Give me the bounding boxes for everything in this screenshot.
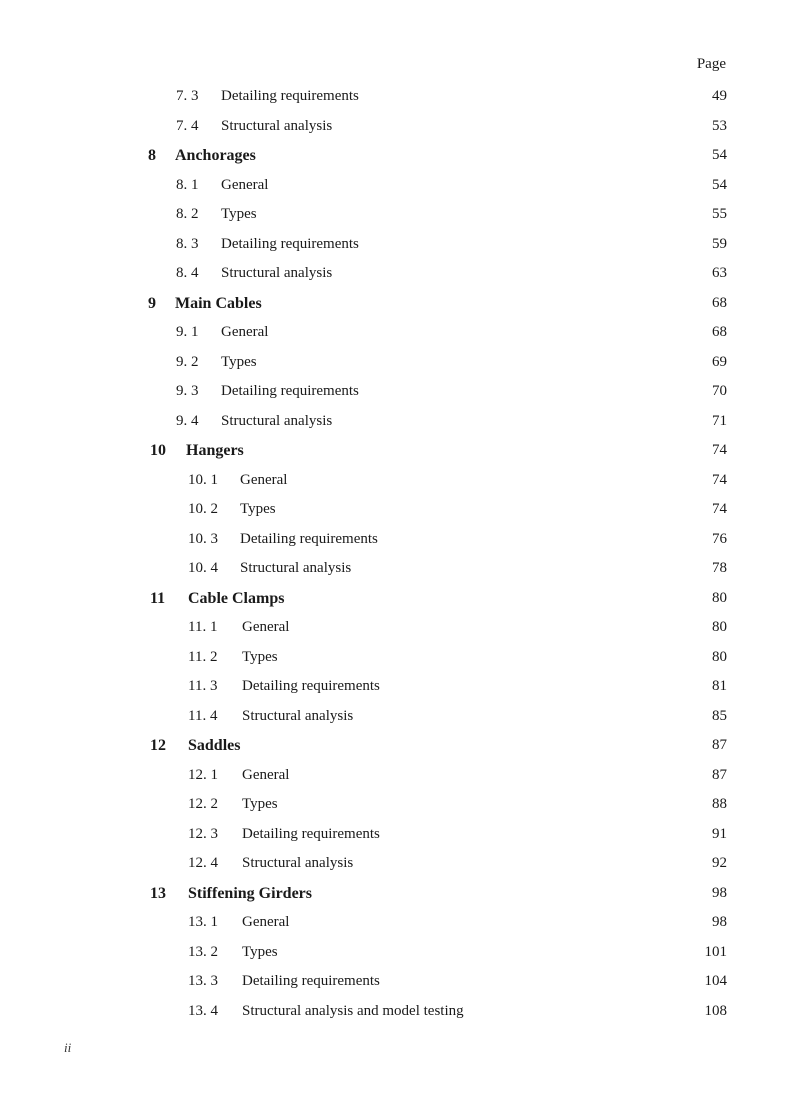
toc-entry-title: Saddles	[188, 737, 241, 754]
page-number-footer: ii	[64, 1040, 72, 1055]
toc-entry-number: 11	[150, 589, 166, 607]
toc-section-entry	[0, 350, 790, 380]
toc-entry-page: 63	[712, 265, 727, 281]
toc-section-entry	[0, 645, 790, 675]
toc-entry-number: 12. 4	[188, 855, 218, 871]
toc-entry-page: 87	[712, 766, 727, 783]
toc-entry-title: Structural analysis	[221, 265, 333, 281]
toc-section-entry	[0, 940, 790, 970]
toc-entry-number: 10. 2	[188, 501, 218, 517]
toc-entry-page: 55	[712, 206, 727, 222]
toc-entry-title: Types	[240, 501, 276, 517]
toc-entry-number: 12. 1	[188, 766, 218, 783]
toc-entry-number: 13	[150, 884, 166, 902]
toc-entry-page: 80	[712, 648, 727, 665]
toc-entry-number: 9. 4	[176, 412, 199, 429]
toc-section-entry	[0, 969, 790, 999]
toc-entry-number: 12	[150, 737, 166, 754]
toc-entry-title: Main Cables	[175, 294, 262, 312]
toc-entry-title: General	[242, 914, 290, 930]
toc-section-entry	[0, 409, 790, 439]
toc-section-entry	[0, 468, 790, 498]
toc-section-entry	[0, 822, 790, 852]
toc-entry-page: 87	[712, 737, 727, 753]
page-column-label: Page	[696, 56, 726, 72]
toc-entry-page: 68	[712, 324, 727, 340]
toc-entry-title: Types	[242, 796, 278, 812]
toc-entry-title: Hangers	[186, 442, 244, 459]
toc-entry-page: 80	[712, 589, 727, 606]
toc-entry-number: 11. 3	[188, 678, 218, 694]
toc-section-entry	[0, 379, 790, 409]
toc-entry-number: 9. 3	[176, 383, 199, 399]
toc-entry-page: 49	[712, 88, 727, 104]
toc-entry-page: 92	[712, 855, 727, 871]
toc-entry-page: 85	[712, 707, 727, 724]
toc-section-entry	[0, 615, 790, 645]
toc-entry-number: 13. 3	[188, 973, 218, 989]
toc-entry-title: Structural analysis	[240, 560, 352, 576]
toc-entry-page: 76	[712, 530, 727, 547]
toc-entry-title: Detailing requirements	[242, 973, 380, 989]
toc-entry-title: Detailing requirements	[240, 530, 378, 547]
toc-section-entry	[0, 999, 790, 1029]
toc-entry-title: Structural analysis	[221, 412, 333, 429]
toc-entry-title: Anchorages	[175, 147, 256, 164]
toc-chapter-entry	[0, 881, 790, 911]
toc-entry-title: Types	[221, 353, 257, 370]
toc-entry-title: Structural analysis	[242, 707, 354, 724]
toc-section-entry	[0, 114, 790, 144]
toc-chapter-entry	[0, 291, 790, 321]
toc-entry-page: 68	[712, 294, 727, 311]
toc-entry-title: Detailing requirements	[221, 383, 359, 399]
toc-entry-title: Cable Clamps	[188, 589, 285, 607]
toc-entry-number: 10. 1	[188, 471, 218, 488]
toc-entry-title: Structural analysis	[221, 117, 333, 134]
toc-entry-number: 8	[148, 147, 156, 164]
toc-entry-number: 12. 3	[188, 825, 218, 842]
toc-entry-page: 71	[712, 412, 727, 429]
toc-entry-title: Types	[242, 943, 278, 960]
toc-section-entry	[0, 704, 790, 734]
toc-entry-page: 104	[704, 973, 727, 989]
toc-entry-title: Detailing requirements	[242, 825, 380, 842]
toc-section-entry	[0, 851, 790, 881]
toc-chapter-entry	[0, 733, 790, 763]
toc-section-entry	[0, 763, 790, 793]
toc-entry-number: 11. 4	[188, 707, 218, 724]
toc-section-entry	[0, 674, 790, 704]
toc-section-entry	[0, 792, 790, 822]
toc-entry-title: Structural analysis and model testing	[242, 1002, 464, 1019]
toc-entry-title: General	[242, 619, 290, 635]
toc-section-entry	[0, 202, 790, 232]
toc-entry-number: 9. 1	[176, 324, 199, 340]
toc-section-entry	[0, 556, 790, 586]
toc-entry-number: 12. 2	[188, 796, 218, 812]
toc-entry-number: 9. 2	[176, 353, 199, 370]
toc-chapter-entry	[0, 438, 790, 468]
toc-entry-title: Detailing requirements	[221, 88, 359, 104]
toc-entry-number: 8. 2	[176, 206, 199, 222]
toc-entry-title: Types	[242, 648, 278, 665]
toc-section-entry	[0, 232, 790, 262]
toc-entry-page: 54	[712, 176, 727, 193]
toc-entry-number: 11. 2	[188, 648, 218, 665]
toc-entry-page: 74	[712, 442, 727, 458]
toc-entry-number: 7. 3	[176, 88, 199, 104]
toc-entry-page: 98	[712, 884, 727, 901]
toc-entry-title: Structural analysis	[242, 855, 354, 871]
toc-entry-page: 98	[712, 914, 727, 930]
toc-entry-number: 13. 4	[188, 1002, 218, 1019]
toc-entry-page: 88	[712, 796, 727, 812]
toc-section-entry	[0, 320, 790, 350]
toc-entry-title: Detailing requirements	[221, 235, 359, 252]
toc-entry-title: General	[221, 176, 269, 193]
toc-section-entry	[0, 497, 790, 527]
toc-section-entry	[0, 261, 790, 291]
toc-entry-number: 7. 4	[176, 117, 199, 134]
toc-entry-title: Detailing requirements	[242, 678, 380, 694]
toc-entry-page: 81	[712, 678, 727, 694]
toc-entry-number: 10. 4	[188, 560, 218, 576]
toc-section-entry	[0, 173, 790, 203]
toc-entry-page: 53	[712, 117, 727, 134]
toc-chapter-entry	[0, 586, 790, 616]
toc-entry-page: 80	[712, 619, 727, 635]
toc-entry-title: General	[221, 324, 269, 340]
toc-entry-page: 69	[712, 353, 727, 370]
toc-entry-page: 54	[712, 147, 727, 163]
toc-entry-number: 9	[148, 294, 156, 312]
toc-entry-number: 8. 4	[176, 265, 199, 281]
toc-entry-page: 78	[712, 560, 727, 576]
table-of-contents	[0, 84, 790, 1028]
toc-entry-number: 13. 1	[188, 914, 218, 930]
toc-entry-title: General	[242, 766, 290, 783]
toc-entry-title: General	[240, 471, 288, 488]
toc-entry-number: 11. 1	[188, 619, 218, 635]
toc-entry-number: 8. 3	[176, 235, 199, 252]
toc-entry-page: 101	[704, 943, 727, 960]
toc-entry-page: 108	[704, 1002, 727, 1019]
toc-section-entry	[0, 84, 790, 114]
toc-entry-title: Stiffening Girders	[188, 884, 312, 902]
toc-entry-page: 70	[712, 383, 727, 399]
toc-entry-number: 10. 3	[188, 530, 218, 547]
toc-section-entry	[0, 527, 790, 557]
toc-entry-page: 74	[712, 501, 727, 517]
toc-entry-number: 10	[150, 442, 166, 459]
toc-entry-page: 74	[712, 471, 727, 488]
toc-entry-page: 91	[712, 825, 727, 842]
toc-section-entry	[0, 910, 790, 940]
toc-entry-number: 13. 2	[188, 943, 218, 960]
toc-entry-title: Types	[221, 206, 257, 222]
toc-entry-page: 59	[712, 235, 727, 252]
toc-entry-number: 8. 1	[176, 176, 199, 193]
toc-chapter-entry	[0, 143, 790, 173]
